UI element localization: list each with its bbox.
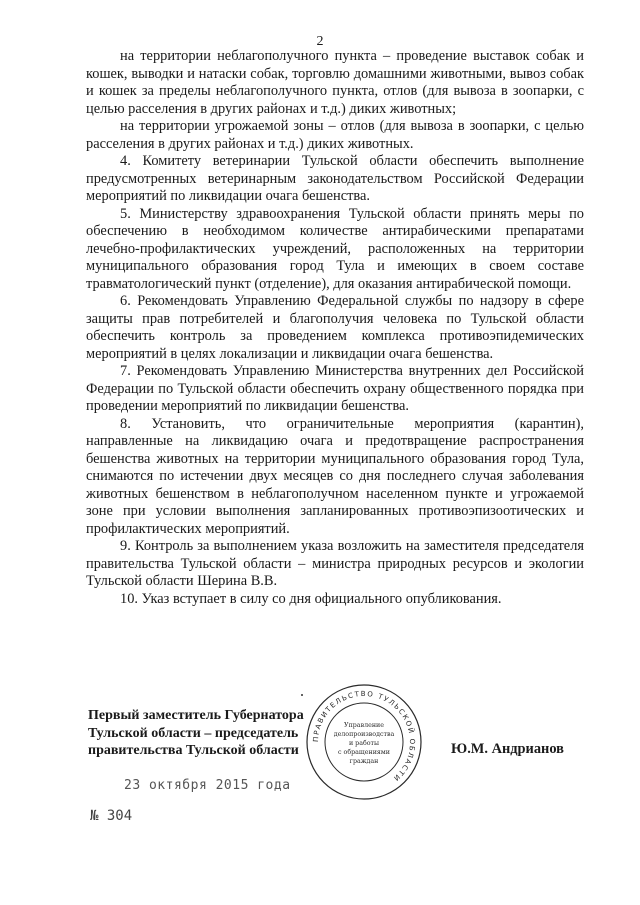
svg-text:граждан: граждан — [349, 758, 379, 765]
paragraph-2: на территории угрожаемой зоны – отлов (для вывоза в зоопарки, с целью расселения в других районах и т.д.) диких животных. — [86, 118, 584, 152]
paragraph-6: 7. Рекомендовать Управлению Министерства внутренних дел Российской Федерации по Тульской области обеспечить охрану общественного порядка при проведении мероприятий по ликвидации бешенства. — [86, 363, 584, 414]
paragraph-7: 8. Установить, что ограничительные мероприятия (карантин), направленные на ликвидацию очага и предотвращение распространения бешенства животных на территории муниципального образования город Тула, снимаются по истечении двух месяцев со дня последнего случая заболевания животных бешенством в неблагополучном населенном пункте и угрожаемой зоне при условии выполнения запланированных противоэпизоотических и профилактических мероприятий. — [86, 415, 584, 537]
signer-title-line-3: правительства Тульской области — [88, 743, 299, 758]
signer-title-line-2: Тульской области – председатель — [88, 725, 299, 741]
svg-text:делопроизводства: делопроизводства — [333, 731, 395, 738]
paragraph-5: 6. Рекомендовать Управлению Федеральной службы по надзору в сфере защиты прав потребителей и благополучия человека по Тульской области обеспечить контроль за проведением комплекса противоэпидемических мероприятий в целях локализации и ликвидации очага бешенства. — [86, 293, 584, 362]
ink-dot — [301, 694, 303, 696]
svg-text:Управление: Управление — [344, 722, 384, 729]
paragraph-4: 5. Министерству здравоохранения Тульской области принять меры по обеспечению в необходимом количестве антирабическими препаратами лечебно-профилактических учреждений, расположенных на территории муниципального образования город Тула и имеющих в своем составе травматологический пункт (отделение), для оказания антирабической помощи. — [86, 205, 584, 292]
svg-text:с обращениями: с обращениями — [338, 749, 390, 756]
paragraph-1: на территории неблагополучного пункта – проведение выставок собак и кошек, выводки и натаски собак, торговлю домашними животными, вывоз собак и кошек за пределы неблагополучного пункта, отлов (для вывоза в зоопарки, с целью расселения в других районах и т.д.) диких животных; — [86, 48, 584, 117]
signer-title-line-1: Первый заместитель Губернатора — [88, 708, 304, 723]
document-number: № 304 — [90, 808, 133, 824]
date-stamp: 23 октября 2015 года — [124, 778, 291, 793]
paragraph-9: 10. Указ вступает в силу со дня официального опубликования. — [120, 590, 502, 607]
document-body — [86, 48, 584, 608]
paragraph-3: 4. Комитету ветеринарии Тульской области обеспечить выполнение предусмотренных ветеринарным законодательством Российской Федерации мероприятий по ликвидации очага бешенства. — [86, 153, 584, 204]
seal-ring-text: ПРАВИТЕЛЬСТВО ТУЛЬСКОЙ ОБЛАСТИ — [311, 689, 417, 783]
signature-title-block — [88, 707, 348, 760]
paragraph-8: 9. Контроль за выполнением указа возложить на заместителя председателя правительства Тульской области – министра природных ресурсов и экологии Тульской области Шерина В.В. — [86, 538, 584, 589]
svg-text:и работы: и работы — [348, 740, 380, 747]
page-number: 2 — [316, 34, 324, 49]
signer-name: Ю.М. Андрианов — [451, 741, 564, 757]
